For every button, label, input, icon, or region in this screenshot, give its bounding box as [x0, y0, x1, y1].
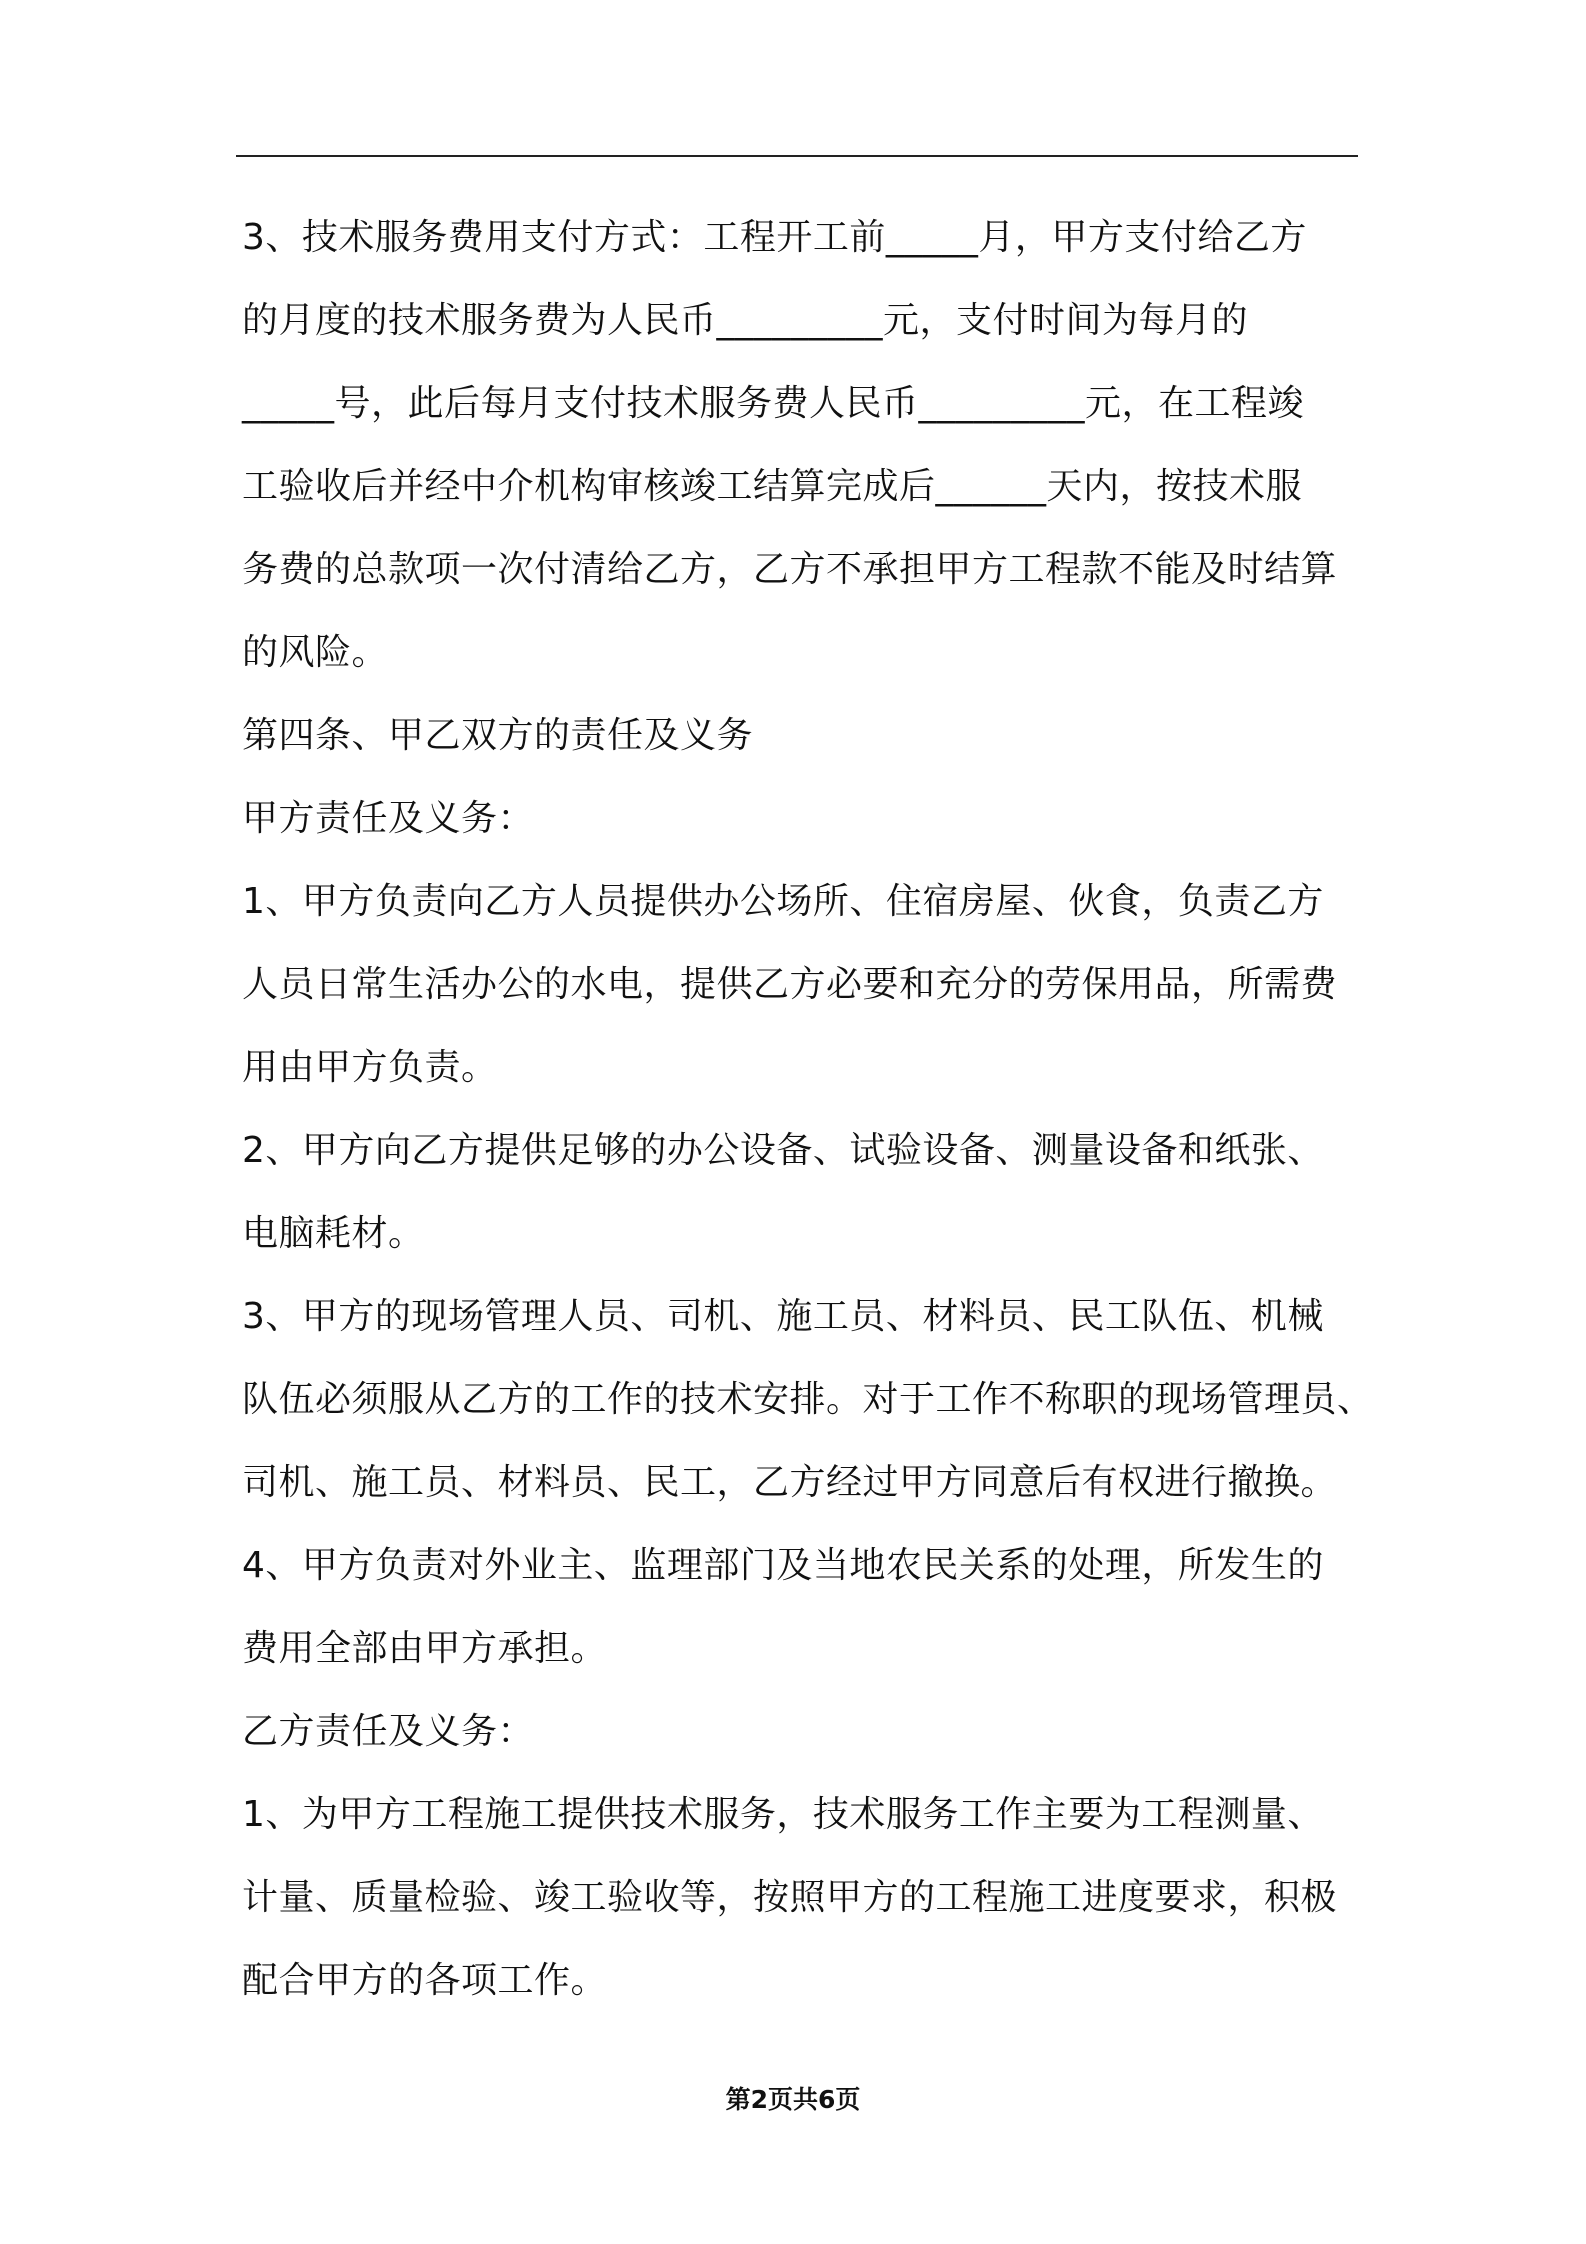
text-line: 司机、施工员、材料员、民工，乙方经过甲方同意后有权进行撤换。	[242, 1462, 1338, 1503]
subsection-heading: 甲方责任及义务：	[242, 798, 535, 839]
page-number: 第2页共6页	[725, 2085, 861, 2114]
text-line: 队伍必须服从乙方的工作的技术安排。对于工作不称职的现场管理员、	[242, 1379, 1374, 1420]
subsection-heading: 乙方责任及义务：	[242, 1711, 535, 1752]
text-line: 3、甲方的现场管理人员、司机、施工员、材料员、民工队伍、机械	[242, 1296, 1324, 1337]
text-line: 人员日常生活办公的水电，提供乙方必要和充分的劳保用品，所需费	[242, 964, 1338, 1005]
text-line: 配合甲方的各项工作。	[242, 1960, 608, 2001]
text-line: _____号，此后每月支付技术服务费人民币_________元，在工程竣	[242, 383, 1305, 424]
text-line: 电脑耗材。	[242, 1213, 425, 1254]
text-line: 3、技术服务费用支付方式：工程开工前_____月，甲方支付给乙方	[242, 217, 1307, 258]
header-rule	[236, 155, 1358, 157]
text-line: 的月度的技术服务费为人民币_________元，支付时间为每月的	[242, 300, 1249, 341]
text-line: 1、甲方负责向乙方人员提供办公场所、住宿房屋、伙食，负责乙方	[242, 881, 1324, 922]
text-line: 2、甲方向乙方提供足够的办公设备、试验设备、测量设备和纸张、	[242, 1130, 1324, 1171]
document-body	[242, 196, 1382, 2022]
text-line: 1、为甲方工程施工提供技术服务，技术服务工作主要为工程测量、	[242, 1794, 1324, 1835]
text-line: 务费的总款项一次付清给乙方，乙方不承担甲方工程款不能及时结算	[242, 549, 1338, 590]
section-heading: 第四条、甲乙双方的责任及义务	[242, 715, 754, 756]
text-line: 用由甲方负责。	[242, 1047, 498, 1088]
text-line: 费用全部由甲方承担。	[242, 1628, 608, 1669]
text-line: 工验收后并经中介机构审核竣工结算完成后______天内，按技术服	[242, 466, 1303, 507]
text-line: 的风险。	[242, 632, 389, 673]
text-line: 4、甲方负责对外业主、监理部门及当地农民关系的处理，所发生的	[242, 1545, 1324, 1586]
text-line: 计量、质量检验、竣工验收等，按照甲方的工程施工进度要求，积极	[242, 1877, 1338, 1918]
